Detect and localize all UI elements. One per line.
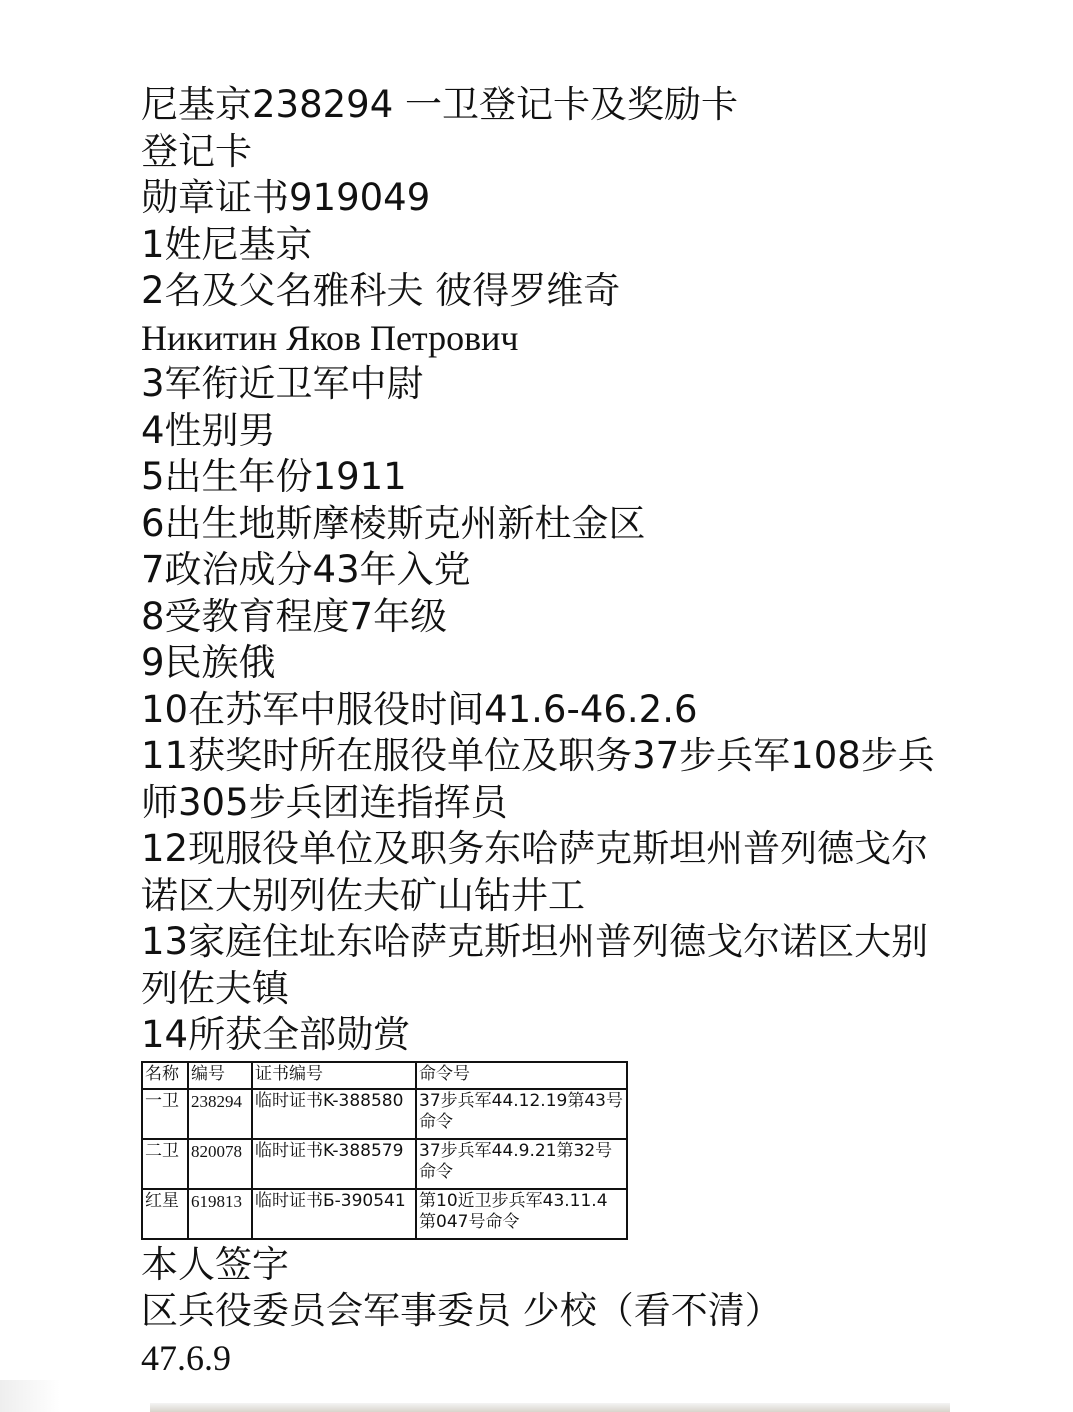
award-order: 第10近卫步兵军43.11.4第047号命令: [416, 1189, 627, 1239]
awards-table-header: [142, 1062, 627, 1089]
table-row: [142, 1089, 627, 1139]
page-bottom-edge: [150, 1403, 950, 1412]
field-party: 7政治成分43年入党: [141, 548, 471, 591]
awards-table: [141, 1061, 628, 1240]
field-name-patronymic: 2名及父名雅科夫 彼得罗维奇: [141, 269, 621, 312]
award-order: 37步兵军44.9.21第32号命令: [416, 1139, 627, 1189]
field-rank: 3军衔近卫军中尉: [141, 362, 424, 405]
award-number: 820078: [188, 1139, 252, 1189]
table-row: [142, 1139, 627, 1189]
field-education: 8受教育程度7年级: [141, 594, 448, 638]
document-content: [141, 82, 961, 1381]
document-date: 47.6.9: [141, 1337, 231, 1378]
field-birthplace: 6出生地斯摩棱斯克州新杜金区: [141, 501, 646, 545]
header-certificate: 证书编号: [252, 1062, 416, 1089]
award-number: 238294: [188, 1089, 252, 1139]
field-home-address: 13家庭住址东哈萨克斯坦州普列德戈尔诺区大别列佐夫镇: [141, 920, 929, 1010]
award-certificate: 临时证书K-388580: [252, 1089, 416, 1139]
award-name: 二卫: [142, 1139, 188, 1189]
field-service-period: 10在苏军中服役时间41.6-46.2.6: [141, 687, 698, 731]
field-unit-at-award: 11获奖时所在服役单位及职务37步兵军108步兵师305步兵团连指挥员: [141, 734, 935, 824]
card-label: 登记卡: [141, 129, 252, 173]
field-sex: 4性别男: [141, 408, 276, 452]
award-order: 37步兵军44.12.19第43号命令: [416, 1089, 627, 1139]
header-order: 命令号: [416, 1062, 627, 1089]
award-name: 一卫: [142, 1089, 188, 1139]
field-all-awards: 14所获全部勋赏: [141, 1013, 411, 1056]
table-row: [142, 1189, 627, 1239]
certificate-number: 勋章证书919049: [141, 176, 431, 219]
document-title: 尼基京238294 一卫登记卡及奖励卡: [141, 83, 739, 126]
field-nationality: 9民族俄: [141, 641, 276, 684]
page-edge-shade: [0, 1380, 60, 1412]
award-name: 红星: [142, 1189, 188, 1239]
award-certificate: 临时证书K-388579: [252, 1139, 416, 1189]
award-number: 619813: [188, 1189, 252, 1239]
field-birth-year: 5出生年份1911: [141, 455, 407, 498]
header-number: 编号: [188, 1062, 252, 1089]
commissar-line: 区兵役委员会军事委员 少校（看不清）: [141, 1289, 782, 1332]
signature-label: 本人签字: [141, 1242, 289, 1286]
field-current-unit: 12现服役单位及职务东哈萨克斯坦州普列德戈尔诺区大别列佐夫矿山钻井工: [141, 827, 929, 917]
award-certificate: 临时证书Б-390541: [252, 1189, 416, 1239]
russian-name: Никитин Яков Петрович: [141, 317, 519, 358]
field-surname: 1姓尼基京: [141, 222, 313, 266]
header-name: 名称: [142, 1062, 188, 1089]
